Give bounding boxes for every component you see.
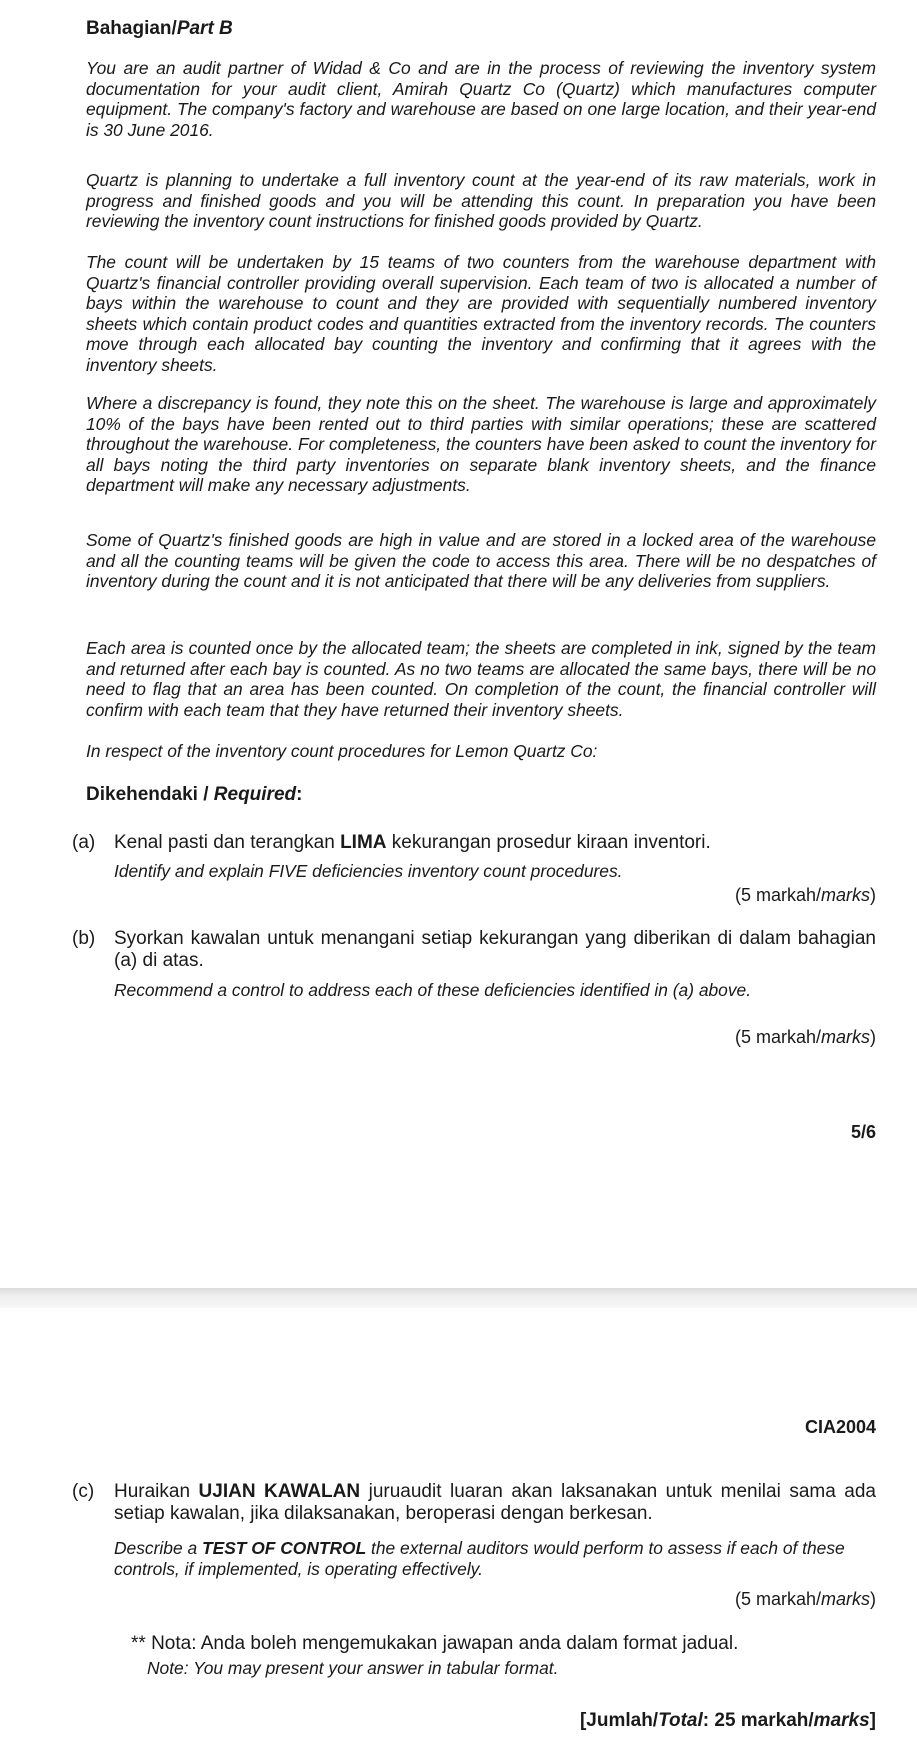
- question-c-marks-english: marks: [821, 1589, 870, 1609]
- paragraph-4: Where a discrepancy is found, they note this on the sheet. The warehouse is large and approximately 10% of the bays have been rented out to third parties with similar operations; these are scattered throughout the warehouse. For completeness, the counters have been asked to count the inventory for all bays noting the third party inventories on separate blank inventory sheets, and the finance department will make any necessary adjustments.: [86, 393, 876, 496]
- exam-page-6: [0, 1308, 917, 1762]
- paragraph-3: The count will be undertaken by 15 teams of two counters from the warehouse department with Quartz's financial controller providing overall supervision. Each team of two is allocated a number of bays within the warehouse to count and they are provided with sequentially numbered inventory sheets which contain product codes and quantities extracted from the inventory records. The counters move through each allocated bay counting the inventory and confirming that it agrees with the inventory sheets.: [86, 252, 876, 375]
- question-c-english-bold: TEST OF CONTROL: [201, 1538, 367, 1558]
- question-c-english: [114, 1538, 876, 1580]
- paragraph-2: Quartz is planning to undertake a full inventory count at the year-end of its raw materials, work in progress and finished goods and you will be attending this count. In preparation you have been reviewing the inventory count instructions for finished goods provided by Quartz.: [86, 170, 876, 232]
- question-a-marks-close: ): [870, 885, 876, 905]
- question-b-english: Recommend a control to address each of these deficiencies identified in (a) above.: [114, 980, 752, 1000]
- question-c-malay-bold: UJIAN KAWALAN: [198, 1481, 361, 1502]
- question-a-english: Identify and explain FIVE deficiencies inventory count procedures.: [114, 861, 623, 881]
- nota-malay: ** Nota: Anda boleh mengemukakan jawapan anda dalam format jadual.: [131, 1633, 739, 1654]
- section-heading-english: Part B: [176, 18, 233, 39]
- page-number: 5/6: [850, 1122, 876, 1142]
- required-heading: [86, 784, 302, 806]
- question-a-malay-pre: Kenal pasti dan terangkan: [114, 832, 341, 853]
- question-a-marks-malay: (5 markah/: [734, 885, 821, 905]
- question-b-marks-close: ): [870, 1027, 876, 1047]
- question-b-malay: Syorkan kawalan untuk menangani setiap kekurangan yang diberikan di dalam bahagian (a) di atas.: [114, 928, 876, 971]
- question-a-marks: [735, 885, 876, 906]
- question-b-marks: [735, 1027, 876, 1048]
- total-marks-english: marks: [813, 1710, 870, 1731]
- question-a-letter: (a): [72, 832, 96, 853]
- question-a-malay-post: kekurangan prosedur kiraan inventori.: [386, 832, 711, 853]
- total-close: ]: [869, 1710, 876, 1731]
- total-open: [Jumlah/: [579, 1710, 659, 1731]
- required-heading-english: Required: [213, 784, 297, 805]
- question-c-malay-pre: Huraikan: [114, 1481, 199, 1502]
- course-code: CIA2004: [804, 1417, 876, 1437]
- required-heading-malay: Dikehendaki /: [86, 784, 214, 805]
- question-c-letter: (c): [72, 1481, 95, 1502]
- question-c-malay: [114, 1481, 876, 1525]
- question-a-marks-english: marks: [821, 885, 870, 905]
- section-heading: [86, 18, 233, 40]
- paragraph-5: Some of Quartz's finished goods are high in value and are stored in a locked area of the warehouse and all the counting teams will be given the code to access this area. There will be no despatches of inventory during the count and it is not anticipated that there will be any deliveries from suppliers.: [86, 530, 876, 592]
- section-heading-malay: Bahagian/: [86, 18, 177, 39]
- question-a-malay-bold: LIMA: [340, 832, 387, 853]
- total-english: Total: [658, 1710, 703, 1731]
- paragraph-7: In respect of the inventory count procedures for Lemon Quartz Co:: [86, 741, 598, 761]
- paragraph-6: Each area is counted once by the allocated team; the sheets are completed in ink, signed by the team and returned after each bay is counted. As no two teams are allocated the same bays, there will be no need to flag that an area has been counted. On completion of the count, the financial controller will confirm with each team that they have returned their inventory sheets.: [86, 638, 876, 720]
- question-c-malay-post: juruaudit luaran akan laksanakan untuk menilai sama ada setiap kawalan, jika dilaksanakan, beroperasi dengan berkesan.: [114, 1481, 876, 1524]
- question-b-marks-english: marks: [821, 1027, 870, 1047]
- page-separator: [0, 1288, 917, 1308]
- question-c-english-post: the external auditors would perform to assess if each of these controls, if implemented, is operating effectively.: [114, 1538, 845, 1579]
- note-english: Note: You may present your answer in tabular format.: [147, 1658, 559, 1678]
- total-mid: : 25 markah/: [702, 1710, 814, 1731]
- question-b-marks-malay: (5 markah/: [734, 1027, 821, 1047]
- question-c-marks-malay: (5 markah/: [734, 1589, 821, 1609]
- paragraph-1: You are an audit partner of Widad & Co and are in the process of reviewing the inventory system documentation for your audit client, Amirah Quartz Co (Quartz) which manufactures computer equipment. The company's factory and warehouse are based on one large location, and their year-end is 30 June 2016.: [86, 58, 876, 140]
- question-a-malay: [114, 832, 876, 854]
- question-c-marks: [735, 1589, 876, 1610]
- question-c-marks-close: ): [870, 1589, 876, 1609]
- required-heading-suffix: :: [296, 784, 303, 805]
- total-marks: [580, 1710, 876, 1732]
- question-b-letter: (b): [72, 928, 96, 949]
- question-c-english-pre: Describe a: [114, 1538, 202, 1558]
